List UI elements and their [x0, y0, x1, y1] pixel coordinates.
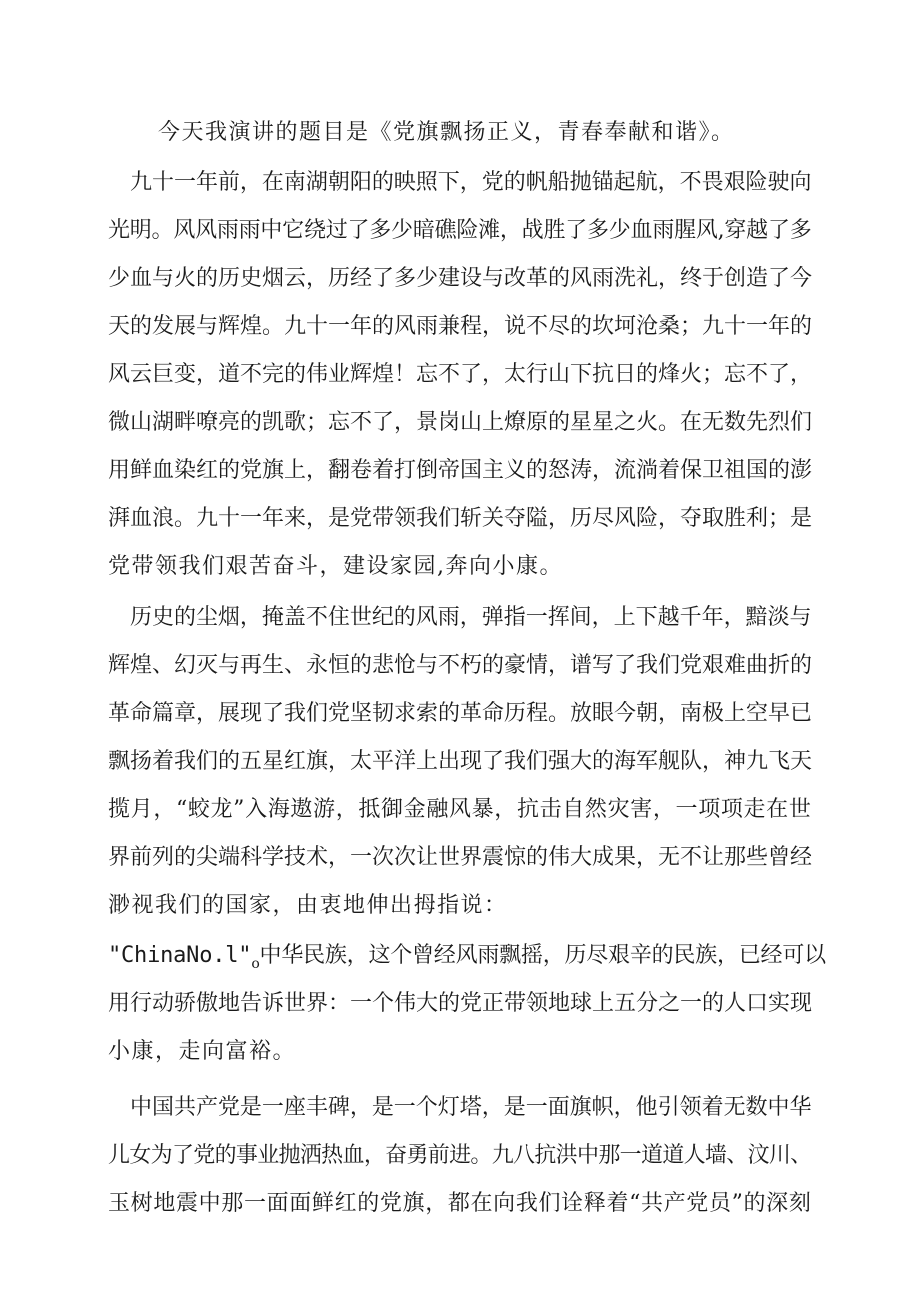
paragraph-line: 天的发展与辉煌。九十一年的风雨兼程，说不尽的坎坷沧桑；九十一年的 — [108, 314, 813, 339]
paragraph-line: 少血与火的历史烟云，历经了多少建设与改革的风雨洗礼，终于创造了今 — [108, 266, 813, 291]
paragraph-line: 九十一年前，在南湖朝阳的映照下，党的帆船抛锚起航，不畏艰险驶向 — [130, 170, 812, 195]
paragraph-line: 飘扬着我们的五星红旗，太平洋上出现了我们强大的海军舰队，神九飞天 — [108, 749, 813, 774]
paragraph-line: 渺视我们的国家，由衷地伸出拇指说： — [108, 893, 508, 918]
paragraph-line: 小康，走向富裕。 — [108, 1039, 297, 1064]
paragraph-line: 微山湖畔嘹亮的凯歌；忘不了，景岗山上燎原的星星之火。在无数先烈们 — [108, 410, 813, 435]
paragraph-line: 湃血浪。九十一年来，是党带领我们斩关夺隘，历尽风险，夺取胜利；是 — [108, 506, 813, 531]
paragraph-line: 历史的尘烟，掩盖不住世纪的风雨，弹指一挥间，上下越千年，黯淡与 — [130, 605, 812, 630]
paragraph-line: 用鲜血染红的党旗上，翻卷着打倒帝国主义的怒涛，流淌着保卫祖国的澎 — [108, 458, 813, 483]
paragraph-line: 革命篇章，展现了我们党坚韧求索的革命历程。放眼今朝，南极上空早已 — [108, 701, 813, 726]
paragraph-line: 玉树地震中那一面面鲜红的党旗，都在向我们诠释着“共产党员”的深刻 — [108, 1191, 812, 1216]
paragraph-line: 儿女为了党的事业抛洒热血，奋勇前进。九八抗洪中那一道道人墙、汶川、 — [108, 1143, 812, 1168]
paragraph-line: 揽月，“蛟龙”入海遨游，抵御金融风暴，抗击自然灾害，一项项走在世 — [108, 797, 812, 822]
speech-title-line: 今天我演讲的题目是《党旗飘扬正义，青春奉献和谐》。 — [158, 120, 735, 145]
paragraph-line: 用行动骄傲地告诉世界：一个伟大的党正带领地球上五分之一的人口实现 — [108, 991, 813, 1016]
paragraph-line: 党带领我们艰苦奋斗，建设家园,奔向小康。 — [108, 554, 563, 579]
china-no1-line — [108, 943, 826, 977]
paragraph-line: 中国共产党是一座丰碑，是一个灯塔，是一面旗帜，他引领着无数中华 — [130, 1095, 812, 1120]
paragraph-line: 辉煌、幻灭与再生、永恒的悲怆与不朽的豪情，谱写了我们党艰难曲折的 — [108, 653, 813, 678]
paragraph-line: 风云巨变，道不完的伟业辉煌！忘不了，太行山下抗日的烽火；忘不了， — [108, 362, 813, 387]
china-line-text: 中华民族，这个曾经风雨飘摇，历尽艰辛的民族，已经可以 — [259, 943, 826, 968]
ocr-mark: o — [251, 956, 260, 972]
paragraph-line: 光明。风风雨雨中它绕过了多少暗礁险滩，战胜了多少血雨腥风,穿越了多 — [108, 218, 812, 243]
paragraph-line: 界前列的尖端科学技术，一次次让世界震惊的伟大成果，无不让那些曾经 — [108, 845, 813, 870]
china-no1-quote: "ChinaNo.l" — [108, 943, 252, 968]
